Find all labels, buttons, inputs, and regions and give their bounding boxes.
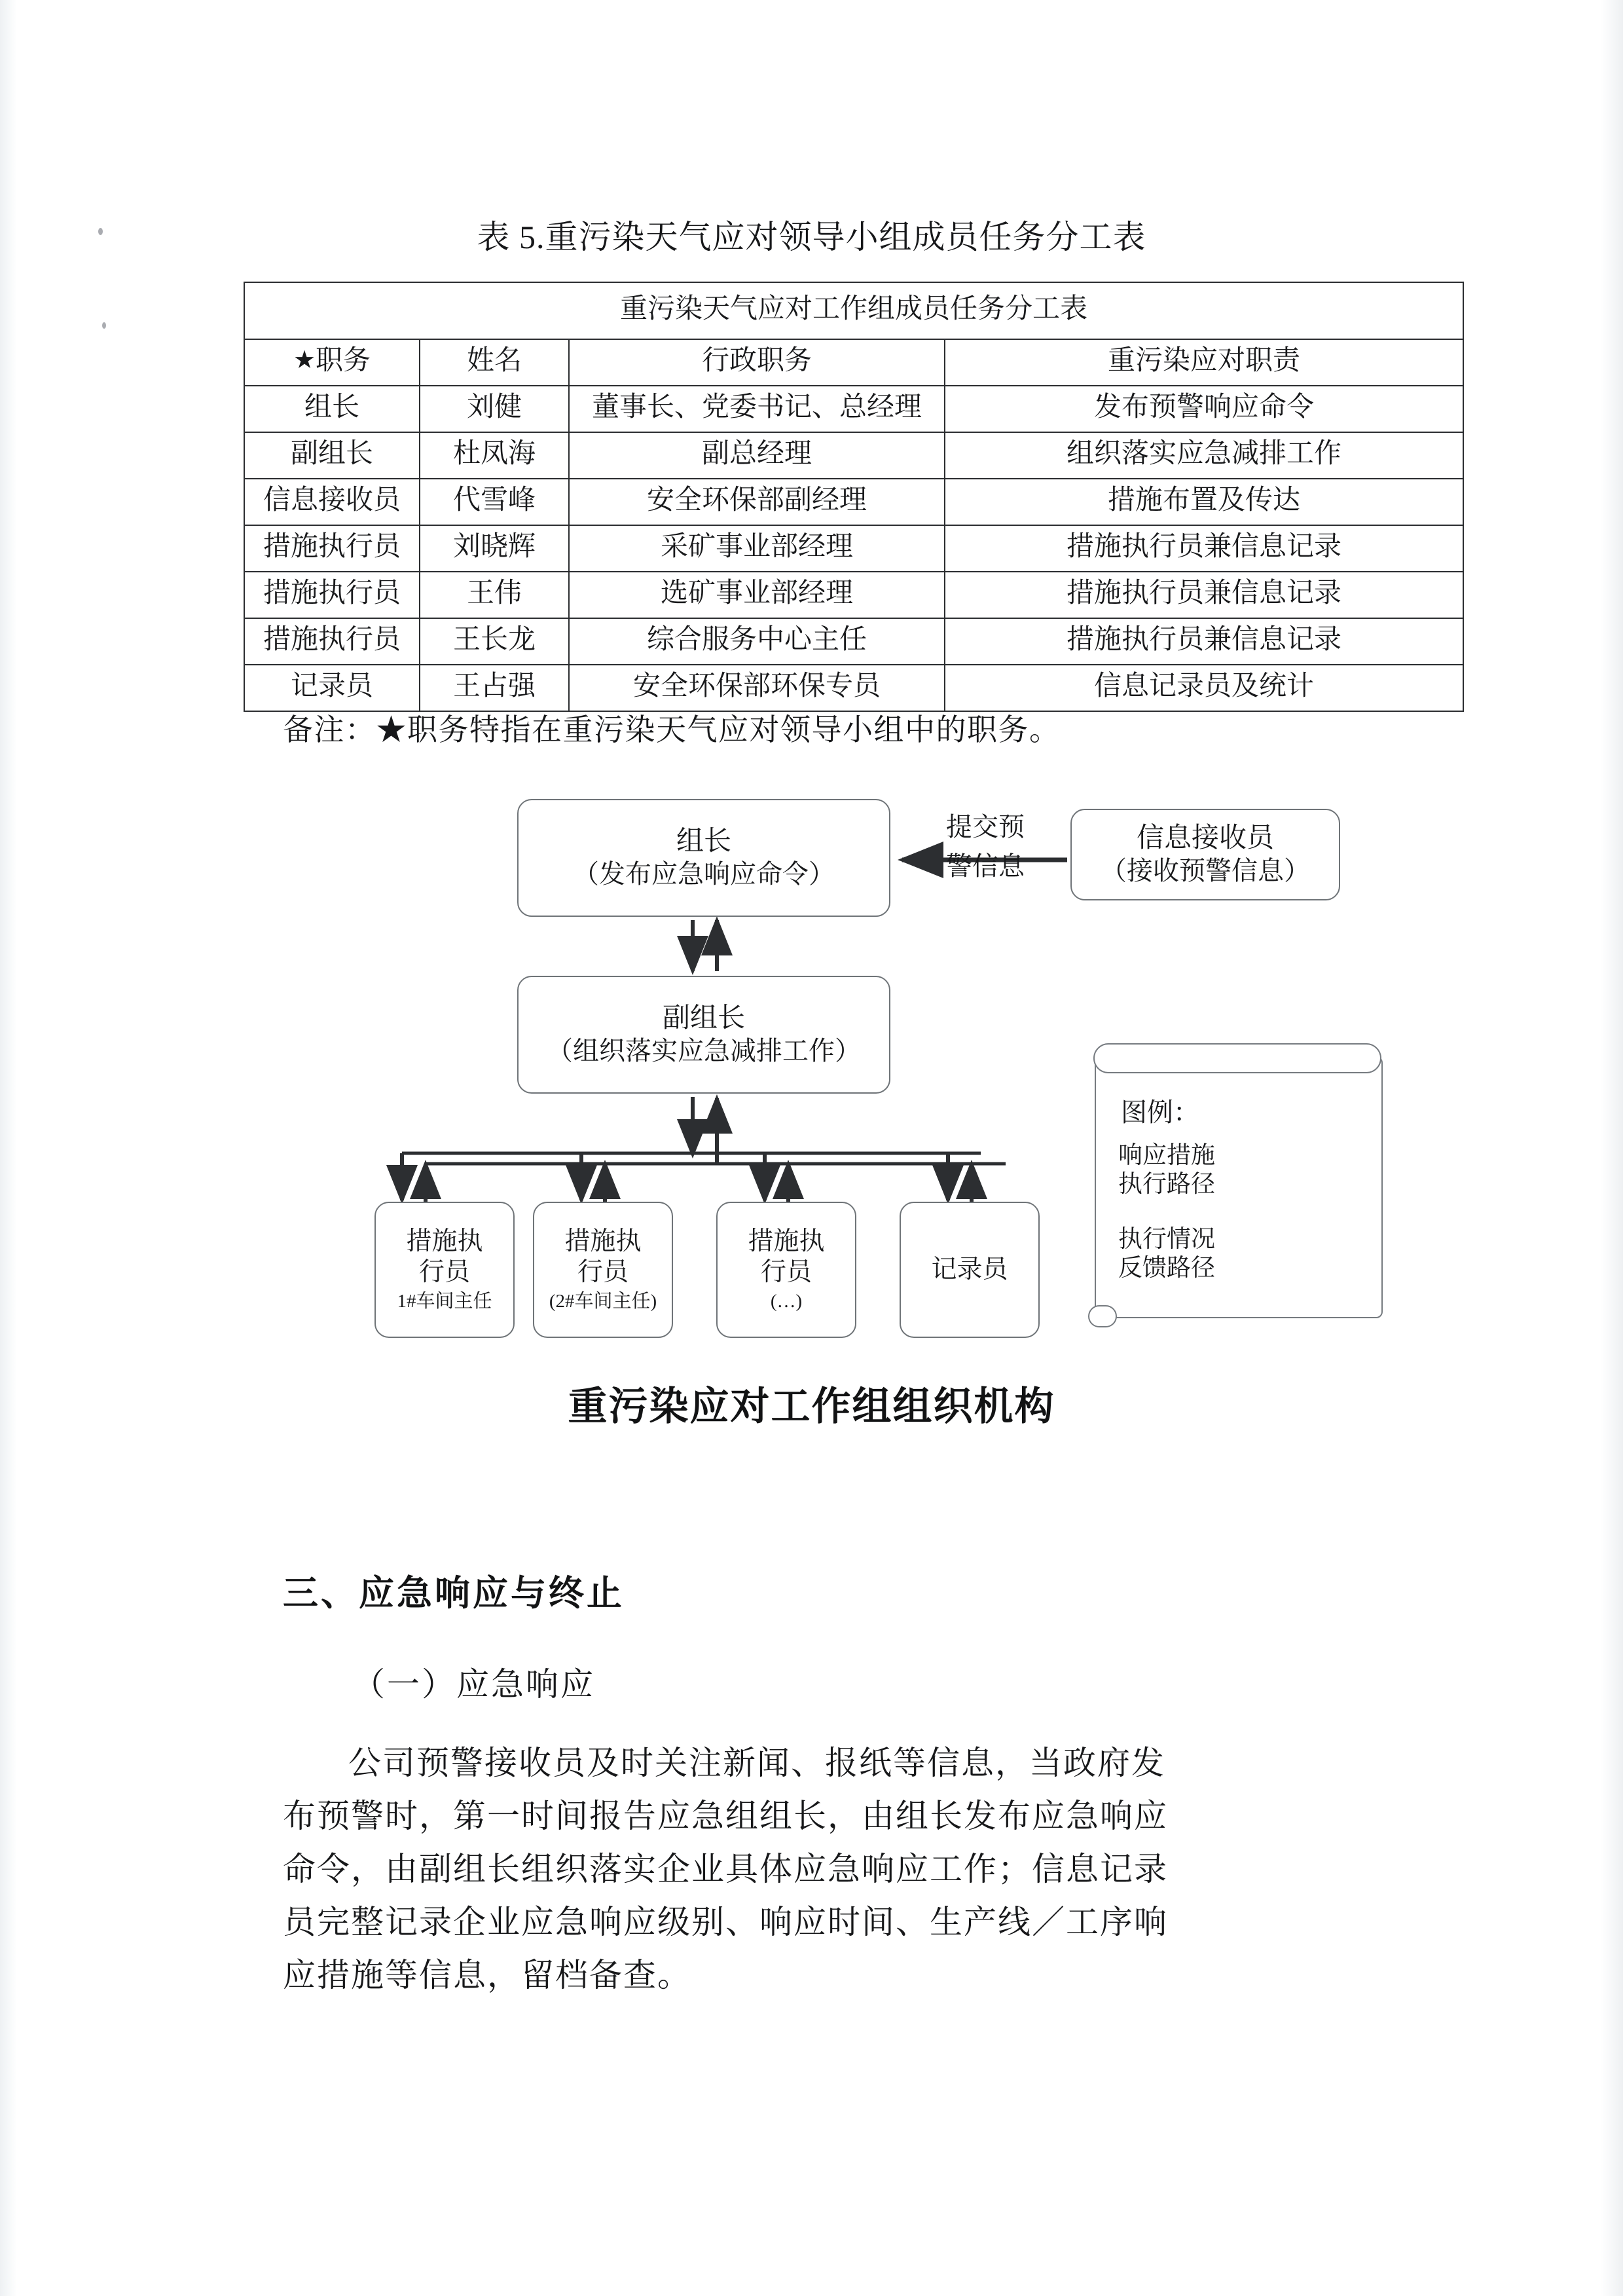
legend-item-execute <box>1118 1141 1231 1198</box>
paragraph-line: 布预警时，第一时间报告应急组组长，由组长发布应急响应 <box>283 1798 1168 1834</box>
column-header-duty: 重污染应对职责 <box>945 339 1463 386</box>
flowchart-caption: 重污染应对工作组组织机构 <box>568 1384 1055 1428</box>
legend-panel <box>1095 1056 1383 1318</box>
cell-name: 王伟 <box>420 572 569 618</box>
cell-duty: 措施执行员兼信息记录 <box>945 525 1463 572</box>
scan-speck <box>102 322 106 329</box>
cell-post: 副组长 <box>244 432 420 479</box>
star-icon: ★ <box>293 346 316 375</box>
table-note: 备注：★职务特指在重污染天气应对领导小组中的职务。 <box>283 713 1061 747</box>
table-row <box>244 572 1463 618</box>
cell-admin: 安全环保部环保专员 <box>569 665 945 711</box>
cell-name: 刘晓辉 <box>420 525 569 572</box>
legend-item-feedback-line2: 反馈路径 <box>1118 1254 1215 1282</box>
cell-duty: 发布预警响应命令 <box>945 386 1463 432</box>
edge-label-line-2: 警信息 <box>946 851 1025 881</box>
flow-node-recorder-line1: 记录员 <box>931 1255 1008 1284</box>
flow-node-leader[interactable] <box>517 799 890 917</box>
cell-admin: 综合服务中心主任 <box>569 618 945 665</box>
table-header-row <box>244 339 1463 386</box>
cell-post: 措施执行员 <box>244 618 420 665</box>
flow-node-executor-2-sub: (2#车间主任) <box>549 1291 657 1312</box>
flow-node-leader-title: 组长 <box>676 826 731 857</box>
table-row <box>244 665 1463 711</box>
cell-duty: 措施布置及传达 <box>945 479 1463 525</box>
column-header-post-label: 职务 <box>316 346 371 377</box>
cell-name: 王长龙 <box>420 618 569 665</box>
flow-node-executor-2-line1: 措施执 <box>564 1227 642 1255</box>
cell-post: 组长 <box>244 386 420 432</box>
cell-admin: 安全环保部副经理 <box>569 479 945 525</box>
paragraph-line: 员完整记录企业应急响应级别、响应时间、生产线／工序响 <box>283 1904 1168 1940</box>
cell-duty: 措施执行员兼信息记录 <box>945 572 1463 618</box>
subsection-heading: （一）应急响应 <box>352 1666 595 1703</box>
cell-name: 刘健 <box>420 386 569 432</box>
flow-node-recorder[interactable] <box>900 1202 1040 1338</box>
cell-duty: 信息记录员及统计 <box>945 665 1463 711</box>
edge-label-submit-warning <box>917 807 1054 886</box>
column-header-post <box>244 339 420 386</box>
cell-admin: 董事长、党委书记、总经理 <box>569 386 945 432</box>
flow-node-deputy-title: 副组长 <box>662 1003 745 1033</box>
org-flowchart <box>0 783 1623 1385</box>
flow-node-leader-subtitle: （发布应急响应命令） <box>573 859 835 889</box>
cell-name: 杜凤海 <box>420 432 569 479</box>
table-row <box>244 479 1463 525</box>
flow-node-executor-1-sub: 1#车间主任 <box>397 1291 492 1312</box>
flow-node-receiver[interactable] <box>1070 809 1340 900</box>
cell-name: 王占强 <box>420 665 569 711</box>
legend-item-feedback <box>1118 1225 1231 1282</box>
cell-post: 措施执行员 <box>244 572 420 618</box>
legend-scroll-corner <box>1088 1305 1117 1327</box>
flow-node-executor-3-sub: (…) <box>770 1291 803 1312</box>
flow-node-deputy-subtitle: （组织落实应急减排工作） <box>547 1036 861 1066</box>
table-inner-caption: 重污染天气应对工作组成员任务分工表 <box>244 282 1463 339</box>
legend-title: 图例： <box>1121 1098 1199 1127</box>
body-paragraph <box>283 1737 1435 2002</box>
task-assignment-table <box>244 282 1463 712</box>
cell-name: 代雪峰 <box>420 479 569 525</box>
cell-post: 信息接收员 <box>244 479 420 525</box>
table-row <box>244 386 1463 432</box>
flow-node-executor-1-line1: 措施执 <box>406 1227 483 1255</box>
table-inner-caption-row <box>244 282 1463 339</box>
paragraph-line: 公司预警接收员及时关注新闻、报纸等信息，当政府发 <box>348 1745 1165 1781</box>
flow-node-executor-2[interactable] <box>533 1202 673 1338</box>
cell-post: 记录员 <box>244 665 420 711</box>
legend-item-feedback-line1: 执行情况 <box>1118 1226 1215 1253</box>
table-row <box>244 432 1463 479</box>
flow-node-executor-3-line1: 措施执 <box>748 1227 825 1255</box>
column-header-name: 姓名 <box>420 339 569 386</box>
cell-admin: 采矿事业部经理 <box>569 525 945 572</box>
flow-node-executor-1-line2: 行员 <box>418 1257 470 1286</box>
edge-label-line-1: 提交预 <box>946 812 1025 842</box>
paragraph-line: 应措施等信息，留档备查。 <box>283 1957 691 1993</box>
flow-node-executor-2-line2: 行员 <box>577 1257 629 1286</box>
column-header-admin: 行政职务 <box>569 339 945 386</box>
table-row <box>244 525 1463 572</box>
flow-node-deputy-leader[interactable] <box>517 976 890 1094</box>
legend-item-execute-line1: 响应措施 <box>1118 1142 1215 1169</box>
flow-node-receiver-subtitle: （接收预警信息） <box>1101 856 1310 886</box>
flow-node-receiver-title: 信息接收员 <box>1136 823 1274 853</box>
flow-node-executor-3-line2: 行员 <box>760 1257 812 1286</box>
cell-admin: 副总经理 <box>569 432 945 479</box>
legend-item-execute-line2: 执行路径 <box>1118 1170 1215 1198</box>
table-row <box>244 618 1463 665</box>
flow-node-executor-1[interactable] <box>374 1202 515 1338</box>
cell-duty: 组织落实应急减排工作 <box>945 432 1463 479</box>
paragraph-line: 命令，由副组长组织落实企业具体应急响应工作；信息记录 <box>283 1851 1168 1887</box>
legend-scroll-top <box>1093 1043 1381 1073</box>
table-caption: 表 5.重污染天气应对领导小组成员任务分工表 <box>477 219 1146 255</box>
legend-item-execute-text <box>1118 1141 1231 1198</box>
cell-admin: 选矿事业部经理 <box>569 572 945 618</box>
cell-post: 措施执行员 <box>244 525 420 572</box>
legend-item-feedback-text <box>1118 1225 1231 1282</box>
section-heading: 三、应急响应与终止 <box>283 1574 625 1613</box>
cell-duty: 措施执行员兼信息记录 <box>945 618 1463 665</box>
flow-node-executor-3[interactable] <box>716 1202 856 1338</box>
